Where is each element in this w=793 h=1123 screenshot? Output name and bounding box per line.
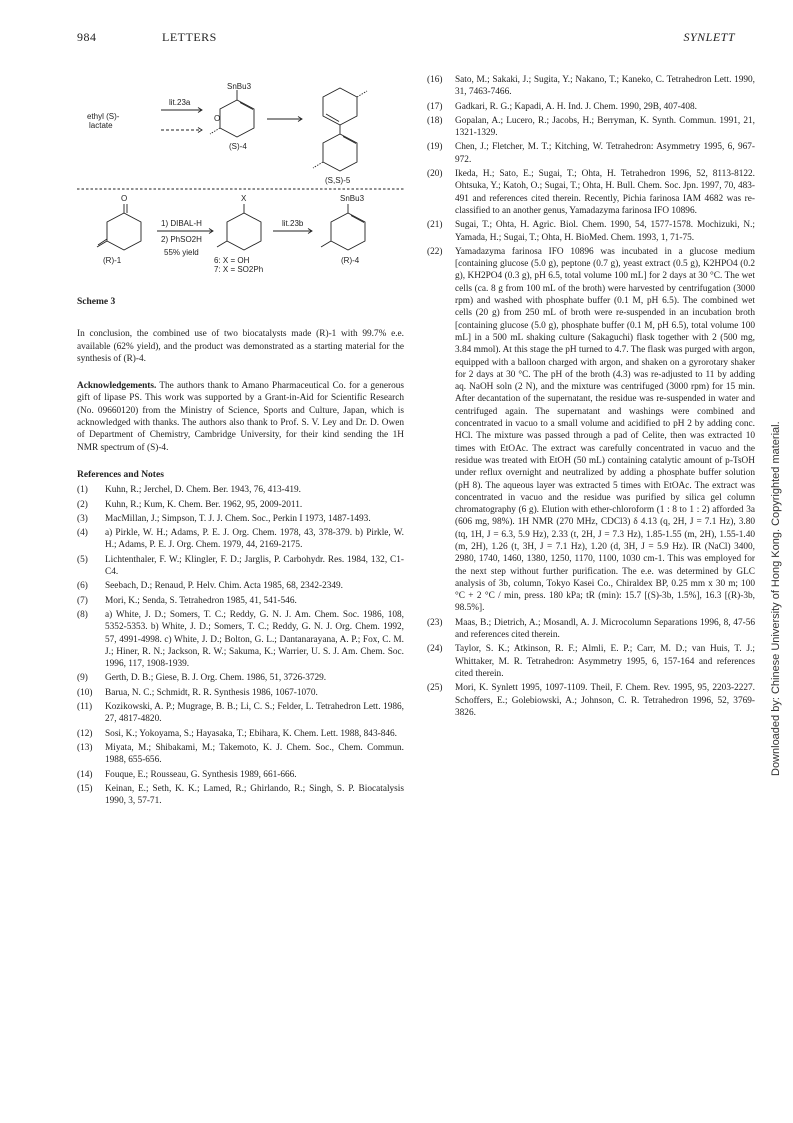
- reference-text: Kuhn, R.; Kum, K. Chem. Ber. 1962, 95, 2009-2011.: [105, 499, 303, 510]
- reference-item: [77, 769, 404, 781]
- references-list-right: [427, 74, 755, 719]
- reference-number: (9): [77, 673, 88, 684]
- label-r4: (R)-4: [341, 256, 360, 265]
- label-ketone-o: O: [121, 194, 128, 203]
- ring-ss5-lower: [323, 134, 357, 171]
- reference-text: Kuhn, R.; Jerchel, D. Chem. Ber. 1943, 76, 413-419.: [105, 485, 301, 496]
- reference-number: (21): [427, 220, 443, 231]
- journal-name: SYNLETT: [683, 30, 735, 44]
- reference-item: [427, 617, 755, 642]
- reference-number: (2): [77, 499, 88, 510]
- acknowledgements-heading: Acknowledgements.: [77, 381, 157, 392]
- label-s4: (S)-4: [229, 142, 247, 151]
- reference-text: Sugai, T.; Ohta, H. Agric. Biol. Chem. 1990, 54, 1577-1578. Mochizuki, N.; Yamada, H.; Sugai, T.; Ohta, H. BioMed. Chem. 1993, 1, 71-75.: [455, 220, 755, 243]
- reference-item: [427, 168, 755, 217]
- reference-text: Miyata, M.; Shibakami, M.; Takemoto, K. J. Chem. Soc., Chem. Commun. 1988, 655-656.: [105, 742, 404, 766]
- reference-item: [77, 687, 404, 699]
- reference-text: Sosi, K.; Yokoyama, S.; Hayasaka, T.; Ebihara, K. Chem. Lett. 1988, 843-846.: [105, 728, 397, 739]
- reference-number: (13): [77, 742, 93, 753]
- label-lit23a: lit.23a: [169, 98, 191, 107]
- acknowledgements-text: The authors thank to Amano Pharmaceutical Co. for a generous gift of lipase PS. This work was supported by a Grant-in-Aid for Scientific Research (No. 09660120) from the Ministry of Science, Sports and Culture, Japan, which is acknowledged with thanks. The authors also thank to Prof. S. V. Ley and Dr. D. Owen of Department of Chemistry, Cambridge University, for their kind sending the 1H NMR spectrum of (S)-4.: [77, 381, 404, 453]
- label-step2: 2) PhSO2H: [161, 235, 202, 244]
- right-column: [427, 74, 755, 721]
- scheme-figure: [77, 82, 404, 294]
- ring-6-7: [227, 213, 261, 250]
- reference-text: Lichtenthaler, F. W.; Klingler, F. D.; Jarglis, P. Carbohydr. Res. 1984, 132, C1-C4.: [105, 554, 404, 578]
- download-notice: Downloaded by: Chinese University of Hong Kong. Copyrighted material.: [770, 421, 782, 776]
- reference-item: [427, 219, 755, 244]
- label-lit23b: lit.23b: [282, 219, 304, 228]
- reference-text: Seebach, D.; Renaud, P. Helv. Chim. Acta 1985, 68, 2342-2349.: [105, 581, 343, 592]
- reference-number: (16): [427, 75, 443, 85]
- reference-item: [77, 701, 404, 726]
- label-r1: (R)-1: [103, 256, 122, 265]
- scheme-caption: Scheme 3: [77, 297, 116, 307]
- label-snbu3-top: SnBu3: [227, 82, 252, 91]
- reference-item: [427, 141, 755, 166]
- reference-item: [77, 595, 404, 607]
- label-x-oh: 6: X = OH: [214, 256, 250, 265]
- ring-ss5-upper: [323, 88, 357, 125]
- reference-number: (1): [77, 485, 88, 496]
- reference-text: Barua, N. C.; Schmidt, R. R. Synthesis 1986, 1067-1070.: [105, 687, 318, 698]
- reference-number: (8): [77, 609, 88, 620]
- reference-number: (15): [77, 783, 93, 794]
- references-list-left: [77, 484, 404, 807]
- reference-text: Fouque, E.; Rousseau, G. Synthesis 1989, 661-666.: [105, 769, 297, 780]
- references-heading: References and Notes: [77, 469, 164, 480]
- ring-r4: [331, 213, 365, 250]
- reference-text: Gopalan, A.; Lucero, R.; Jacobs, H.; Berryman, K. Synth. Commun. 1991, 21, 1321-1329.: [455, 115, 755, 139]
- reference-item: [77, 484, 404, 496]
- reference-text: Sato, M.; Sakaki, J.; Sugita, Y.; Nakano, T.; Kaneko, C. Tetrahedron Lett. 1990, 31, 7463-7466.: [455, 75, 755, 98]
- label-x: X: [241, 194, 247, 203]
- reference-item: [427, 74, 755, 99]
- label-yield: 55% yield: [164, 248, 199, 257]
- reference-number: (6): [77, 581, 88, 592]
- label-ring-o-top: O: [214, 114, 221, 123]
- reference-number: (3): [77, 513, 88, 524]
- reference-text: Mori, K.; Senda, S. Tetrahedron 1985, 41, 541-546.: [105, 595, 297, 606]
- reference-number: (17): [427, 101, 443, 112]
- reference-number: (10): [77, 687, 93, 698]
- reference-text: Ikeda, H.; Sato, E.; Sugai, T.; Ohta, H. Tetrahedron 1996, 52, 8113-8122. Ohtsuka, Y.; Katoh, O.; Sugai, T.; Ohta, H. Bull. Chem. Soc. Jpn. 1997, 70, 483-491 and references cited therein. Recently, Pichia farinosa IAM 4682 was re-classified to an another genus, Yamadazyma farinosa IFO 10896.: [455, 169, 755, 216]
- reference-item: [77, 580, 404, 592]
- reference-text: Gadkari, R. G.; Kapadi, A. H. Ind. J. Chem. 1990, 29B, 407-408.: [455, 101, 697, 112]
- reference-text: Yamadazyma farinosa IFO 10896 was incubated in a glucose medium [containing glucose (5.0 g), peptone (0.7 g), yeast extract (0.5 g), K2HPO4 (0.2 g), KH2PO4 (0.3 g), pH 6.5, total volume 100 mL] for 2 days at 30 °C. The wet cells (ca. 8 g from 100 mL of the broth) were harvested by centrifugation (3000 rpm) and washed with phosphate buffer (0.1 M, pH 6.5). The combined wet cells (20 g) from 250 mL of broth were re-suspended in an incubation broth [containing glucose (5.0 g), phosphate buffer (0.1 M, pH 6.5), total volume 100 mL] in a 500 mL shaking culture (Sakaguchi) flask together with 2 (500 mg, 3.84 mmol). At this stage the pH turned to 4.7. The flask was purged with argon, equipped with a balloon charged with argon, and shaken on a gyrorotary shaker for 2 days at 30 °C. The pH of the broth (4.3) was re-adjusted to 11 by adding aq. NaOH soln (2 N), and the mixture was centrifuged (3000 rpm) for 15 min. After decantation of the supernatant, the residue was re-suspended in water and centrifuged again. The supernatant and washings were combined and concentrated in vacuo to a small volume and acidified to pH 2 by adding conc. HCl. The mixture was passed through a pad of Celite, then was extracted 10 times with EtOAc. The extract was carefully concentrated in vacuo and the residue was treated with EtOH (50 mL) containing catalytic amount of p-TsOH under reflux overnight and neutralized by adding a phosphate buffer solution (pH 8). The aqueous layer was extracted 5 times with EtOAc. The extract was concentrated in vacuo and the residue was purified by silica gel column chromatography (6 g). Elution with ether-chloroform (1 : 8 to 1 : 2) afforded 3a (606 mg, 98%). 1H NMR (270 MHz, CDCl3) δ 4.13 (q, 2H, J = 7.1 Hz), 3.80 (tq, 1H, J = 6.3, 5.9 Hz), 2.33 (t, 2H, J = 7.3 Hz), 1.85-1.55 (m, 2H), 1.55-1.40 (m, 2H), 1.26 (t, 3H, J = 7.1 Hz), 1.20 (d, 3H, J = 5.9 Hz). IR (NaCl) 3400, 2980, 1740, 1460, 1380, 1250, 1170, 1100, 1030 cm-1. This was employed for the next step without further purification. The e.e. was determined by GLC analysis of 3b, column, Tokyo Kasei Co., Chiraldex BP, 0.25 mm x 30 m; 100 °C + 2 °C / min, press. 180 kPa; tR (min): 15.7 [(S)-3b, 1.5%], 16.3 [(R)-3b, 98.5%].: [455, 246, 755, 614]
- reference-number: (11): [77, 702, 93, 713]
- reference-number: (4): [77, 528, 88, 539]
- reference-text: a) Pirkle, W. H.; Adams, P. E. J. Org. Chem. 1978, 43, 378-379. b) Pirkle, W. H.; Adams, P. E. J. Org. Chem. 1979, 44, 2169-2175.: [105, 528, 404, 551]
- reference-text: Maas, B.; Dietrich, A.; Mosandl, A. J. Microcolumn Separations 1996, 8, 47-56 and references cited therein.: [455, 617, 755, 641]
- label-x-so2ph: 7: X = SO2Ph: [214, 265, 264, 274]
- label-ethyl: ethyl (S)-: [87, 112, 120, 121]
- reference-number: (12): [77, 728, 93, 739]
- reference-text: Keinan, E.; Seth, K. K.; Lamed, R.; Ghirlando, R.; Singh, S. P. Biocatalysis 1990, 3, 57-71.: [105, 783, 404, 807]
- reference-item: [77, 513, 404, 525]
- reference-item: [427, 101, 755, 113]
- reference-text: Chen, J.; Fletcher, M. T.; Kitching, W. Tetrahedron: Asymmetry 1995, 6, 967-972.: [455, 142, 755, 165]
- reference-item: [77, 609, 404, 670]
- reference-number: (5): [77, 554, 88, 565]
- reference-item: [77, 742, 404, 767]
- conclusion-paragraph: In conclusion, the combined use of two biocatalysts made (R)-1 with 99.7% e.e. available (62% yield), and the product was demonstrated as a starting material for the synthesis of (R)-4.: [77, 329, 404, 364]
- reference-text: a) White, J. D.; Somers, T. C.; Reddy, G. N. J. Am. Chem. Soc. 1986, 108, 5352-5353. b) White, J. D.; Somers, T. C.; Reddy, G. N. J. Org. Chem. 1992, 57, 4991-4998. c) White, J. D.; Bolton, G. L.; Dantanarayana, A. P.; Fox, C. M. J.; Hiner, R. N.; Jackson, R. W.; Sakuma, K.; Warrier, U. S. J. Am. Chem. Soc. 1996, 117, 1908-1939.: [105, 609, 404, 670]
- reference-number: (20): [427, 169, 443, 180]
- left-column: [77, 82, 404, 809]
- journal-section: LETTERS: [162, 30, 217, 44]
- acknowledgements: [77, 380, 404, 454]
- reference-item: [77, 783, 404, 808]
- reference-item: [427, 643, 755, 680]
- reference-number: (18): [427, 115, 443, 126]
- reference-text: Kozikowski, A. P.; Mugrage, B. B.; Li, C. S.; Felder, L. Tetrahedron Lett. 1986, 27, 4817-4820.: [105, 702, 404, 725]
- label-lactate: lactate: [89, 121, 113, 130]
- reference-text: Mori, K. Synlett 1995, 1097-1109. Theil, F. Chem. Rev. 1995, 95, 2203-2227. Schoffers, E.; Golebiowski, A.; Johnson, C. R. Tetrahedron 1996, 52, 3769-3826.: [455, 683, 755, 718]
- reference-item: [427, 246, 755, 615]
- label-snbu3-bottom: SnBu3: [340, 194, 365, 203]
- reference-item: [77, 499, 404, 511]
- reference-item: [427, 682, 755, 719]
- reference-number: (23): [427, 617, 443, 628]
- reference-number: (24): [427, 644, 443, 655]
- reference-text: Gerth, D. B.; Giese, B. J. Org. Chem. 1986, 51, 3726-3729.: [105, 673, 327, 684]
- ring-s4: [220, 100, 254, 137]
- ring-r1: [107, 213, 141, 250]
- reference-item: [427, 115, 755, 140]
- reference-item: [77, 672, 404, 684]
- reference-item: [77, 554, 404, 579]
- page-number: 984: [77, 30, 97, 44]
- label-step1: 1) DIBAL-H: [161, 219, 202, 228]
- reference-item: [77, 527, 404, 552]
- reference-item: [77, 728, 404, 740]
- reference-number: (14): [77, 769, 93, 780]
- reference-text: Taylor, S. K.; Atkinson, R. F.; Almli, E. P.; Carr, M. D.; van Huis, T. J.; Whittaker, M. R. Tetrahedron: Asymmetry 1995, 6, 157-164 and references cited therein.: [455, 644, 755, 679]
- reference-number: (22): [427, 246, 443, 257]
- reference-number: (19): [427, 142, 443, 153]
- reference-number: (7): [77, 595, 88, 606]
- reference-number: (25): [427, 683, 443, 694]
- reference-text: MacMillan, J.; Simpson, T. J. J. Chem. Soc., Perkin I 1973, 1487-1493.: [105, 513, 371, 524]
- label-ss5: (S,S)-5: [325, 176, 351, 185]
